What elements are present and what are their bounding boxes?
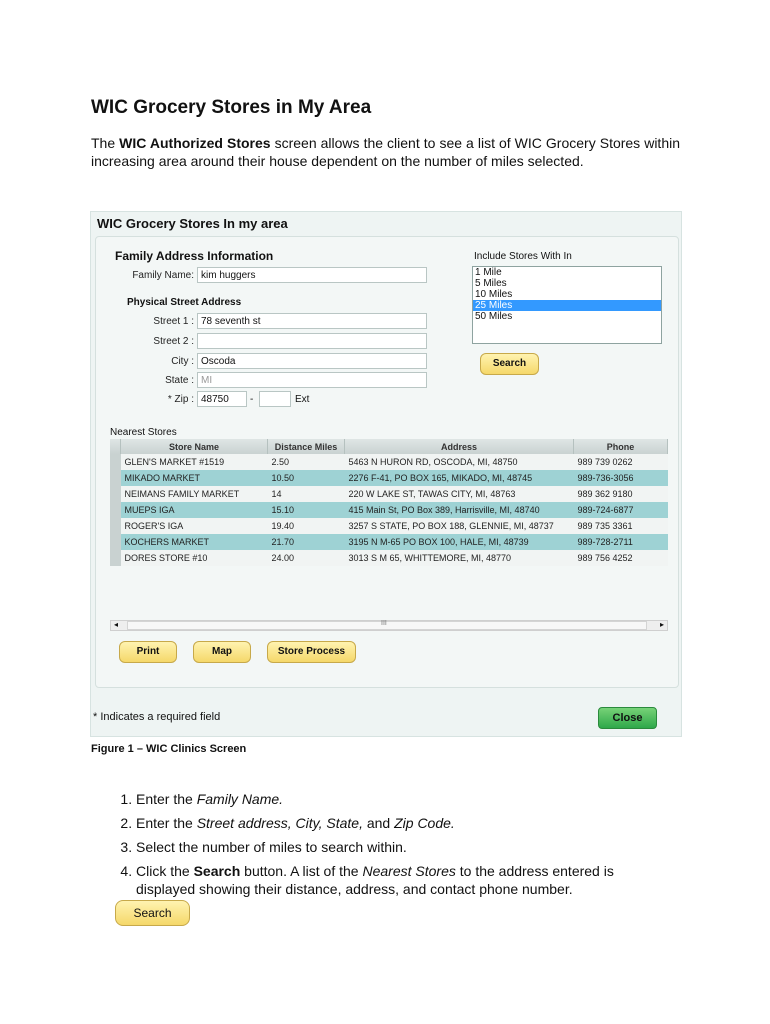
instruction-steps	[96, 790, 656, 904]
col-address[interactable]: Address	[345, 439, 574, 454]
zip-extension-input[interactable]	[259, 391, 291, 407]
step-emphasis: Street address, City, State,	[196, 815, 363, 831]
cell-distance: 15.10	[268, 502, 345, 518]
figure-caption: Figure 1 – WIC Clinics Screen	[91, 743, 247, 755]
main-panel	[95, 236, 679, 688]
store-process-button[interactable]: Store Process	[267, 641, 356, 663]
street1-input[interactable]: 78 seventh st	[197, 313, 427, 329]
state-label: State :	[165, 375, 194, 386]
col-phone[interactable]: Phone	[574, 439, 668, 454]
table-row[interactable]	[110, 454, 668, 470]
include-stores-label: Include Stores With In	[474, 251, 572, 262]
doc-search-button[interactable]: Search	[115, 900, 190, 926]
step-item	[136, 814, 656, 832]
miles-option[interactable]: 1 Mile	[475, 267, 502, 278]
horizontal-scrollbar[interactable]	[110, 620, 668, 631]
miles-option[interactable]: 5 Miles	[475, 278, 507, 289]
step-text: Click the	[136, 863, 194, 879]
table-row[interactable]	[110, 534, 668, 550]
col-distance[interactable]: Distance Miles	[268, 439, 345, 454]
cell-distance: 21.70	[268, 534, 345, 550]
family-name-input[interactable]: kim huggers	[197, 267, 427, 283]
page-title: WIC Grocery Stores in My Area	[91, 97, 372, 118]
close-button[interactable]: Close	[598, 707, 657, 729]
cell-address: 3195 N M-65 PO BOX 100, HALE, MI, 48739	[345, 534, 574, 550]
step-text: Select the number of miles to search within.	[136, 839, 407, 855]
row-selector[interactable]	[110, 518, 121, 534]
table-row[interactable]	[110, 486, 668, 502]
cell-phone: 989 739 0262	[574, 454, 668, 470]
col-store-name[interactable]: Store Name	[121, 439, 268, 454]
scroll-right-arrow-icon[interactable]: ▸	[659, 620, 664, 629]
cell-phone: 989-728-2711	[574, 534, 668, 550]
wic-stores-screenshot	[90, 211, 682, 737]
cell-phone: 989 362 9180	[574, 486, 668, 502]
cell-address: 220 W LAKE ST, TAWAS CITY, MI, 48763	[345, 486, 574, 502]
street1-label: Street 1 :	[153, 316, 194, 327]
step-item	[136, 790, 656, 808]
zip-label: * Zip :	[167, 394, 194, 405]
zip-dash: -	[250, 394, 254, 405]
step-text: Enter the	[136, 791, 197, 807]
intro-text-post: screen allows the client to see a list of WIC Grocery Stores within increasing area around their house dependent on the number of miles selected.	[91, 135, 681, 169]
miles-option[interactable]: 10 Miles	[475, 289, 513, 300]
step-text: Enter the	[136, 815, 197, 831]
row-selector[interactable]	[110, 534, 121, 550]
scroll-grip-icon: III	[381, 620, 387, 627]
cell-store-name: KOCHERS MARKET	[121, 534, 268, 550]
table-row[interactable]	[110, 502, 668, 518]
cell-phone: 989-736-3056	[574, 470, 668, 486]
miles-option[interactable]: 25 Miles	[473, 300, 661, 311]
screen-search-button[interactable]: Search	[480, 353, 539, 375]
state-select[interactable]: MI	[197, 372, 427, 388]
cell-store-name: ROGER'S IGA	[121, 518, 268, 534]
scroll-left-arrow-icon[interactable]: ◂	[114, 620, 119, 629]
cell-address: 3257 S STATE, PO BOX 188, GLENNIE, MI, 48737	[345, 518, 574, 534]
cell-distance: 19.40	[268, 518, 345, 534]
cell-distance: 10.50	[268, 470, 345, 486]
intro-text-pre: The	[91, 135, 120, 151]
print-button[interactable]: Print	[119, 641, 177, 663]
cell-store-name: GLEN'S MARKET #1519	[121, 454, 268, 470]
cell-phone: 989-724-6877	[574, 502, 668, 518]
physical-address-title: Physical Street Address	[127, 297, 242, 308]
intro-bold: WIC Authorized Stores	[119, 135, 271, 151]
miles-listbox[interactable]	[472, 266, 662, 344]
step-emphasis: Nearest Stores	[362, 863, 456, 879]
intro-paragraph	[91, 134, 680, 170]
cell-store-name: MUEPS IGA	[121, 502, 268, 518]
cell-distance: 2.50	[268, 454, 345, 470]
city-label: City :	[171, 356, 194, 367]
family-section-title: Family Address Information	[115, 249, 274, 263]
cell-distance: 24.00	[268, 550, 345, 566]
row-selector[interactable]	[110, 470, 121, 486]
cell-address: 5463 N HURON RD, OSCODA, MI, 48750	[345, 454, 574, 470]
step-text: to the address entered is displayed showing their distance, address, and contact phone number.	[136, 863, 614, 897]
row-header-corner	[110, 439, 121, 454]
required-field-note: * Indicates a required field	[93, 711, 221, 723]
zip-input[interactable]: 48750	[197, 391, 247, 407]
step-item	[136, 838, 656, 856]
row-selector[interactable]	[110, 454, 121, 470]
cell-address: 415 Main St, PO Box 389, Harrisville, MI, 48740	[345, 502, 574, 518]
scroll-thumb[interactable]	[127, 621, 647, 630]
row-selector[interactable]	[110, 550, 121, 566]
cell-distance: 14	[268, 486, 345, 502]
table-row[interactable]	[110, 550, 668, 566]
miles-option[interactable]: 50 Miles	[475, 311, 513, 322]
city-input[interactable]: Oscoda	[197, 353, 427, 369]
cell-address: 3013 S M 65, WHITTEMORE, MI, 48770	[345, 550, 574, 566]
step-text: and	[362, 815, 395, 831]
screen-title: WIC Grocery Stores In my area	[97, 216, 288, 231]
cell-store-name: MIKADO MARKET	[121, 470, 268, 486]
table-row[interactable]	[110, 518, 668, 534]
street2-label: Street 2 :	[153, 336, 194, 347]
cell-phone: 989 756 4252	[574, 550, 668, 566]
street2-input[interactable]	[197, 333, 427, 349]
table-header-row	[110, 439, 668, 454]
step-bold: Search	[193, 863, 241, 879]
step-emphasis: Zip Code.	[394, 815, 455, 831]
map-button[interactable]: Map	[193, 641, 251, 663]
family-name-label: Family Name:	[132, 270, 194, 281]
row-selector[interactable]	[110, 502, 121, 518]
cell-phone: 989 735 3361	[574, 518, 668, 534]
cell-address: 2276 F-41, PO BOX 165, MIKADO, MI, 48745	[345, 470, 574, 486]
nearest-stores-label: Nearest Stores	[110, 427, 177, 438]
step-item	[136, 862, 656, 898]
step-text: button. A list of the	[240, 863, 363, 879]
ext-label: Ext	[295, 394, 310, 405]
cell-store-name: NEIMANS FAMILY MARKET	[121, 486, 268, 502]
row-selector[interactable]	[110, 486, 121, 502]
nearest-stores-table	[110, 439, 668, 566]
cell-store-name: DORES STORE #10	[121, 550, 268, 566]
step-emphasis: Family Name.	[196, 791, 284, 807]
table-row[interactable]	[110, 470, 668, 486]
